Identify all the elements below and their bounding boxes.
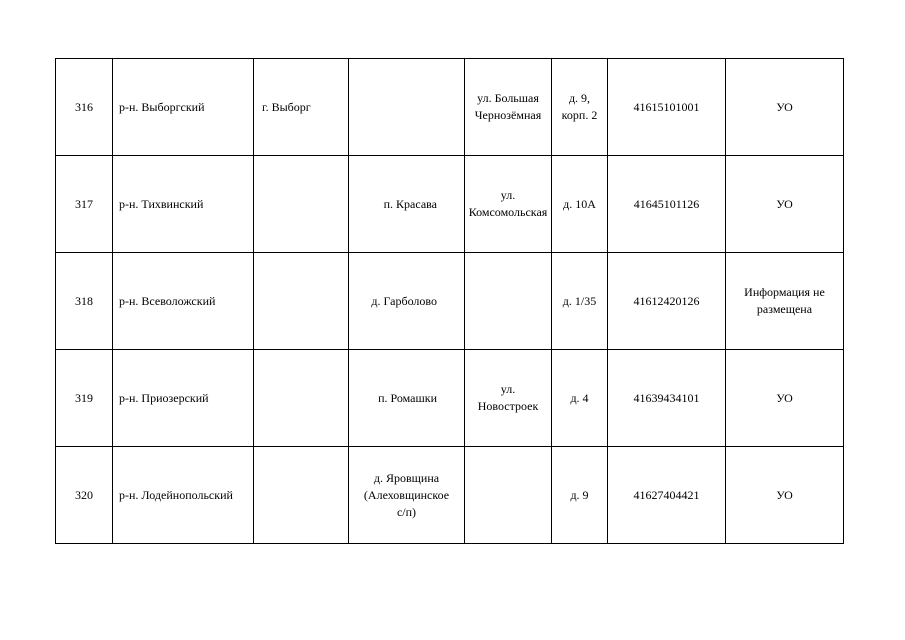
street-cell: ул. Большая Чернозёмная xyxy=(465,59,552,156)
city-cell xyxy=(254,253,349,350)
oktmo-code-cell: 41612420126 xyxy=(608,253,726,350)
locality-cell: п. Ромашки xyxy=(349,350,465,447)
house-cell: д. 9 xyxy=(552,447,608,544)
city-cell xyxy=(254,447,349,544)
house-cell: д. 9, корп. 2 xyxy=(552,59,608,156)
row-number-cell: 319 xyxy=(56,350,113,447)
city-cell xyxy=(254,156,349,253)
district-cell: р-н. Тихвинский xyxy=(113,156,254,253)
district-cell: р-н. Приозерский xyxy=(113,350,254,447)
street-cell: ул. Комсомольская xyxy=(465,156,552,253)
street-cell xyxy=(465,253,552,350)
oktmo-code-cell: 41645101126 xyxy=(608,156,726,253)
locality-cell: д. Яровщина (Алеховщинское с/п) xyxy=(349,447,465,544)
city-cell xyxy=(254,350,349,447)
management-cell: УО xyxy=(726,350,844,447)
district-cell: р-н. Лодейнопольский xyxy=(113,447,254,544)
street-cell: ул. Новостроек xyxy=(465,350,552,447)
district-cell: р-н. Выборгский xyxy=(113,59,254,156)
house-cell: д. 1/35 xyxy=(552,253,608,350)
management-cell: УО xyxy=(726,59,844,156)
oktmo-code-cell: 41639434101 xyxy=(608,350,726,447)
oktmo-code-cell: 41615101001 xyxy=(608,59,726,156)
management-cell: Информация не размещена xyxy=(726,253,844,350)
row-number-cell: 318 xyxy=(56,253,113,350)
table-row xyxy=(56,253,844,350)
street-cell xyxy=(465,447,552,544)
locality-cell: п. Красава xyxy=(349,156,465,253)
housing-registry-table xyxy=(55,58,844,544)
management-cell: УО xyxy=(726,156,844,253)
oktmo-code-cell: 41627404421 xyxy=(608,447,726,544)
table-row xyxy=(56,447,844,544)
table-row xyxy=(56,156,844,253)
house-cell: д. 4 xyxy=(552,350,608,447)
locality-cell: д. Гарболово xyxy=(349,253,465,350)
row-number-cell: 317 xyxy=(56,156,113,253)
house-cell: д. 10А xyxy=(552,156,608,253)
table-row xyxy=(56,59,844,156)
city-cell: г. Выборг xyxy=(254,59,349,156)
row-number-cell: 316 xyxy=(56,59,113,156)
district-cell: р-н. Всеволожский xyxy=(113,253,254,350)
locality-cell xyxy=(349,59,465,156)
table-row xyxy=(56,350,844,447)
management-cell: УО xyxy=(726,447,844,544)
row-number-cell: 320 xyxy=(56,447,113,544)
